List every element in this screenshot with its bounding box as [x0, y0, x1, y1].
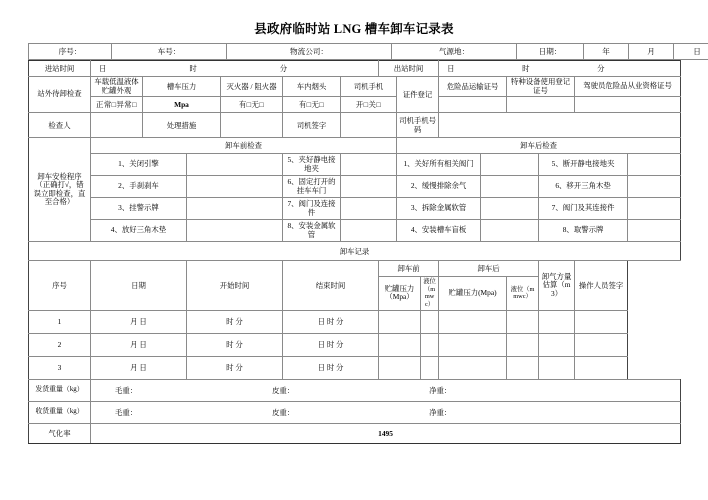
day-label: 日	[674, 44, 708, 60]
col-operator-sign: 操作人员签字	[575, 261, 628, 311]
after-unload-title: 卸车后检查	[397, 138, 681, 154]
cert-driver-qualification-value[interactable]	[575, 97, 681, 113]
station-check-col-cigarette: 车内烟头	[283, 77, 341, 97]
row-1-start-time[interactable]: 时 分	[187, 310, 283, 333]
receive-gross-label: 毛重：	[115, 407, 138, 417]
row-3-operator[interactable]	[575, 356, 628, 379]
row-1-operator[interactable]	[575, 310, 628, 333]
arrival-minute: 分	[279, 63, 288, 73]
col-level-before: 液位（mmwc）	[421, 277, 439, 311]
unload-record-title-row	[29, 242, 681, 261]
receive-weight-row	[29, 401, 681, 423]
driver-sign-label: 司机签字	[283, 113, 341, 138]
col-end-time: 结束时间	[283, 261, 379, 311]
row-3-end-time[interactable]: 日 时 分	[283, 356, 379, 379]
receive-tare-label: 皮重：	[272, 407, 295, 417]
gasification-value[interactable]: 1495	[91, 423, 681, 443]
gasification-label: 气化率	[29, 423, 91, 443]
row-2-end-time[interactable]: 日 时 分	[283, 333, 379, 356]
after-item-2-check[interactable]	[481, 176, 539, 198]
after-item-3: 3、拆除金属软管	[397, 198, 481, 220]
row-2-serial: 2	[29, 333, 91, 356]
before-item-1: 1、关闭引擎	[91, 154, 187, 176]
col-start-time: 开始时间	[187, 261, 283, 311]
ship-tare-label: 皮重：	[272, 385, 295, 395]
cert-hazmat-transport-value[interactable]	[439, 97, 507, 113]
row-2-date[interactable]: 月 日	[91, 333, 187, 356]
before-item-4: 4、放好三角木垫	[91, 220, 187, 242]
row-1-level-after[interactable]	[507, 310, 539, 333]
cert-col-special-equipment: 特种设备使用登记证号	[507, 77, 575, 97]
cert-col-hazmat-transport: 危险品运输证号	[439, 77, 507, 97]
cert-col-driver-qualification: 驾驶员危险品从业资格证号	[575, 77, 681, 97]
main-form-table	[28, 60, 681, 444]
after-item-5: 5、断开静电接地夹	[539, 154, 628, 176]
station-check-value-row	[29, 97, 681, 113]
row-3-date[interactable]: 月 日	[91, 356, 187, 379]
row-2-pressure-after[interactable]	[439, 333, 507, 356]
safety-check-row-3	[29, 198, 681, 220]
row-1-pressure-before[interactable]	[379, 310, 421, 333]
before-item-4-check[interactable]	[187, 220, 283, 242]
before-item-1-check[interactable]	[187, 154, 283, 176]
row-3-pressure-before[interactable]	[379, 356, 421, 379]
gas-source-label: 气源地：	[392, 44, 517, 60]
cert-special-equipment-value[interactable]	[507, 97, 575, 113]
cigarette-value[interactable]: 有□无□	[283, 97, 341, 113]
station-check-col-extinguisher: 灭火器 / 阻火器	[221, 77, 283, 97]
safety-check-title-row	[29, 138, 681, 154]
driver-phone-state-value[interactable]: 开□关□	[341, 97, 397, 113]
departure-hour: 时	[522, 63, 530, 73]
before-item-8: 8、安装金属软管	[283, 220, 341, 242]
extinguisher-value[interactable]: 有□无□	[221, 97, 283, 113]
before-item-2: 2、手刹刹车	[91, 176, 187, 198]
col-level-after: 液位（mmwc）	[507, 277, 539, 311]
departure-day: 日	[447, 63, 455, 73]
driver-phone-label: 司机手机号码	[397, 113, 439, 138]
after-item-3-check[interactable]	[481, 198, 539, 220]
departure-time-label: 出站时间	[379, 61, 439, 77]
after-item-7: 7、阀门及其连接件	[539, 198, 628, 220]
row-2-volume[interactable]	[539, 333, 575, 356]
row-1-level-before[interactable]	[421, 310, 439, 333]
table-row	[29, 333, 681, 356]
arrival-day: 日	[99, 63, 107, 73]
after-item-8-check[interactable]	[628, 220, 681, 242]
after-item-2: 2、缓慢排除余气	[397, 176, 481, 198]
station-check-col-pressure: 槽车压力	[143, 77, 221, 97]
station-check-header-row	[29, 77, 681, 97]
gasification-row	[29, 423, 681, 443]
before-item-3-check[interactable]	[187, 198, 283, 220]
driver-phone-value[interactable]	[439, 113, 681, 138]
row-3-level-after[interactable]	[507, 356, 539, 379]
row-1-date[interactable]: 月 日	[91, 310, 187, 333]
row-3-level-before[interactable]	[421, 356, 439, 379]
serial-label: 序号：	[29, 44, 112, 60]
row-3-pressure-after[interactable]	[439, 356, 507, 379]
col-date: 日期	[91, 261, 187, 311]
after-item-6: 6、移开三角木垫	[539, 176, 628, 198]
safety-check-side-label: 卸车安检程序（正确打√，错误立即检查，直至合格）	[29, 138, 91, 242]
after-item-8: 8、取警示牌	[539, 220, 628, 242]
after-item-4-check[interactable]	[481, 220, 539, 242]
unload-record-title: 卸车记录	[29, 242, 681, 261]
row-2-level-after[interactable]	[507, 333, 539, 356]
page-title: 县政府临时站 LNG 槽车卸车记录表	[254, 22, 454, 36]
row-3-volume[interactable]	[539, 356, 575, 379]
row-2-start-time[interactable]: 时 分	[187, 333, 283, 356]
col-pressure-before: 贮罐压力（Mpa）	[379, 277, 421, 311]
tank-pressure-value[interactable]: Mpa	[143, 97, 221, 113]
before-item-7: 7、阀门及连接件	[283, 198, 341, 220]
driver-sign-value[interactable]	[341, 113, 397, 138]
row-1-serial: 1	[29, 310, 91, 333]
safety-check-row-4	[29, 220, 681, 242]
receive-net-label: 净重：	[429, 407, 452, 417]
receive-weight-label: 收货重量（kg）	[29, 401, 91, 423]
measures-value[interactable]	[221, 113, 283, 138]
tank-appearance-value[interactable]: 正常□异常□	[91, 97, 143, 113]
inspector-value[interactable]	[91, 113, 143, 138]
date-label: 日期：	[517, 44, 584, 60]
col-serial: 序号	[29, 261, 91, 311]
before-item-5-check[interactable]	[341, 154, 397, 176]
header-fields-row	[29, 44, 708, 60]
receive-weight-values[interactable]	[91, 401, 681, 423]
ship-weight-label: 发货重量（kg）	[29, 379, 91, 401]
after-item-1-check[interactable]	[481, 154, 539, 176]
col-volume-estimate: 卸气方量估算（m3）	[539, 261, 575, 311]
before-item-8-check[interactable]	[341, 220, 397, 242]
after-item-5-check[interactable]	[628, 154, 681, 176]
inspector-label: 检查人	[29, 113, 91, 138]
arrival-time-value[interactable]	[91, 61, 379, 77]
year-label: 年	[584, 44, 629, 60]
before-unload-title: 卸车前检查	[91, 138, 397, 154]
month-label: 月	[629, 44, 674, 60]
departure-minute: 分	[597, 63, 605, 73]
arrival-departure-row	[29, 61, 681, 77]
after-item-1: 1、关好所有相关阀门	[397, 154, 481, 176]
group-after-unload: 卸车后	[439, 261, 539, 277]
ship-net-label: 净重：	[429, 385, 452, 395]
row-3-serial: 3	[29, 356, 91, 379]
row-3-start-time[interactable]: 时 分	[187, 356, 283, 379]
ship-weight-values[interactable]	[91, 379, 681, 401]
arrival-time-label: 进站时间	[29, 61, 91, 77]
station-check-col-tank: 车载低温液体贮罐外观	[91, 77, 143, 97]
before-item-7-check[interactable]	[341, 198, 397, 220]
departure-time-value[interactable]	[439, 61, 681, 77]
col-pressure-after: 贮罐压力(Mpa)	[439, 277, 507, 311]
arrival-hour: 时	[189, 63, 197, 73]
table-row	[29, 356, 681, 379]
safety-check-row-2	[29, 176, 681, 198]
measures-label: 处理措施	[143, 113, 221, 138]
row-2-operator[interactable]	[575, 333, 628, 356]
after-item-4: 4、安装槽车盲板	[397, 220, 481, 242]
header-fields-table	[28, 43, 708, 60]
unload-record-header-row-1	[29, 261, 681, 277]
station-check-label: 站外待卸检查	[29, 77, 91, 113]
after-item-7-check[interactable]	[628, 198, 681, 220]
logistics-label: 物流公司：	[227, 44, 392, 60]
table-row	[29, 310, 681, 333]
after-item-6-check[interactable]	[628, 176, 681, 198]
ship-weight-row	[29, 379, 681, 401]
plate-label: 车号：	[112, 44, 227, 60]
inspector-row	[29, 113, 681, 138]
station-check-col-phone: 司机手机	[341, 77, 397, 97]
before-item-2-check[interactable]	[187, 176, 283, 198]
ship-gross-label: 毛重：	[115, 385, 138, 395]
cert-registration-label: 证件登记	[397, 77, 439, 113]
before-item-6: 6、固定打开的挂车车门	[283, 176, 341, 198]
row-1-pressure-after[interactable]	[439, 310, 507, 333]
row-1-volume[interactable]	[539, 310, 575, 333]
before-item-5: 5、夹好静电接地夹	[283, 154, 341, 176]
row-2-level-before[interactable]	[421, 333, 439, 356]
row-1-end-time[interactable]: 日 时 分	[283, 310, 379, 333]
group-before-unload: 卸车前	[379, 261, 439, 277]
row-2-pressure-before[interactable]	[379, 333, 421, 356]
before-item-3: 3、挂警示牌	[91, 198, 187, 220]
safety-check-row-1	[29, 154, 681, 176]
before-item-6-check[interactable]	[341, 176, 397, 198]
